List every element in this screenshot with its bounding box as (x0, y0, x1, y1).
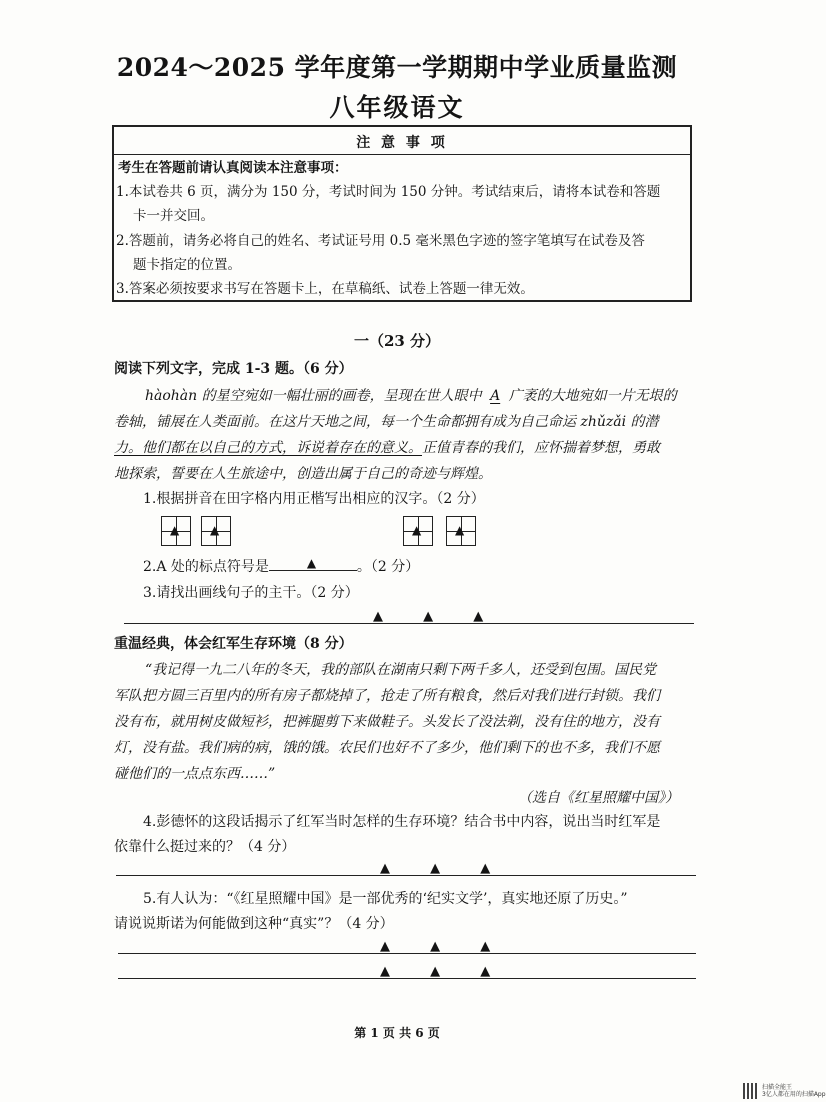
reading-line-1-a: hàohàn 的星空宛如一幅壮丽的画卷，呈现在世人眼中 (145, 388, 482, 404)
answer-marks-q4: ▲ ▲ ▲ (380, 861, 509, 876)
reading-line-3-rest: 正值青春的我们，应怀揣着梦想，勇敢 (422, 440, 660, 456)
answer-mark: ▲ (210, 523, 220, 537)
mark-a: A (490, 388, 501, 404)
answer-marks-q5b: ▲ ▲ ▲ (380, 964, 509, 979)
exam-subject: 八年级语文 (329, 93, 465, 122)
quote-line-3: 没有布，就用树皮做短衫，把裤腿剪下来做鞋子。头发长了没法剃，没有住的地方，没有 (114, 714, 660, 730)
notice-box (112, 125, 692, 302)
watermark-sub: 3亿人都在用的扫描App (762, 1091, 826, 1098)
reading-line-1 (145, 385, 677, 405)
answer-mark: ▲ (306, 556, 317, 570)
reading-line-2: 卷轴，铺展在人类面前。在这片天地之间，每一个生命都拥有成为自己命运 zhǔzǎi 的潜 (114, 414, 659, 430)
notice-item-2: 2.答题前，请务必将自己的姓名、考试证号用 0.5 毫米黑色字迹的签字笔填写在试卷及答 (116, 233, 645, 249)
question-5-cont: 请说说斯诺为何能做到这种“真实”？（4 分） (114, 916, 394, 932)
tianzige-box-2[interactable] (201, 516, 231, 546)
answer-marks-q5a: ▲ ▲ ▲ (380, 939, 509, 954)
notice-divider (114, 154, 690, 155)
tianzige-box-3[interactable] (403, 516, 433, 546)
exam-title: 2024～2025 学年度第一学期期中学业质量监测 (116, 53, 678, 82)
reading-line-1-b: 广袤的大地宛如一片无垠的 (508, 388, 677, 404)
section-1-title: 一（23 分） (353, 332, 441, 350)
notice-item-3: 3.答案必须按要求书写在答题卡上，在草稿纸、试卷上答题一律无效。 (116, 281, 534, 297)
answer-line-q5b[interactable] (118, 978, 696, 979)
question-4: 4.彭德怀的这段话揭示了红军当时怎样的生存环境？结合书中内容，说出当时红军是 (143, 814, 661, 830)
question-1: 1.根据拼音在田字格内用正楷写出相应的汉字。（2 分） (143, 491, 485, 507)
reading-line-3 (114, 437, 660, 457)
answer-mark: ▲ (412, 523, 422, 537)
quote-line-4: 灯，没有盐。我们病的病，饿的饿。农民们也好不了多少，他们剩下的也不多，我们不愿 (114, 740, 660, 756)
tianzige-box-4[interactable] (446, 516, 476, 546)
quote-source: （选自《红星照耀中国》） (518, 790, 679, 806)
question-2-blank[interactable] (269, 556, 357, 571)
classic-instruction: 重温经典，体会红军生存环境（8 分） (114, 636, 353, 652)
notice-item-1-cont: 卡一并交回。 (133, 208, 214, 224)
question-3: 3.请找出画线句子的主干。（2 分） (143, 585, 359, 601)
reading-line-4: 地探索，誓要在人生旅途中，创造出属于自己的奇迹与辉煌。 (114, 466, 492, 482)
notice-item-1: 1.本试卷共 6 页，满分为 150 分，考试时间为 150 分钟。考试结束后，请将本试卷和答题 (116, 184, 661, 200)
tianzige-box-1[interactable] (161, 516, 191, 546)
question-5: 5.有人认为：“《红星照耀中国》是一部优秀的‘纪实文学’，真实地还原了历史。” (143, 891, 628, 907)
answer-line-q4[interactable] (116, 875, 696, 876)
answer-mark: ▲ (455, 523, 465, 537)
scanner-watermark (762, 1084, 826, 1098)
quote-line-5: 碰他们的一点点东西……” (114, 766, 276, 782)
notice-heading: 注 意 事 项 (356, 135, 448, 151)
reading-instruction: 阅读下列文字，完成 1-3 题。（6 分） (114, 361, 353, 377)
answer-marks-q3: ▲ ▲ ▲ (373, 609, 502, 624)
question-2-suffix: 。（2 分） (356, 559, 420, 575)
notice-item-2-cont: 题卡指定的位置。 (133, 257, 241, 273)
answer-line-q3[interactable] (124, 623, 694, 624)
underlined-sentence: 力。他们都在以自己的方式，诉说着存在的意义。 (114, 440, 422, 456)
answer-line-q5a[interactable] (118, 953, 696, 954)
qr-code-icon (743, 1083, 759, 1099)
question-2 (143, 556, 419, 576)
answer-mark: ▲ (170, 523, 180, 537)
page-number: 第 1 页 共 6 页 (354, 1026, 440, 1040)
watermark-name: 扫描全能王 (762, 1084, 793, 1091)
notice-intro: 考生在答题前请认真阅读本注意事项： (118, 160, 348, 176)
quote-line-2: 军队把方圆三百里内的所有房子都烧掉了，抢走了所有粮食，然后对我们进行封锁。我们 (114, 688, 660, 704)
quote-line-1: “我记得一九二八年的冬天，我的部队在湖南只剩下两千多人，还受到包围。国民党 (145, 662, 657, 678)
question-4-cont: 依靠什么挺过来的？（4 分） (114, 839, 296, 855)
question-2-prefix: 2.A 处的标点符号是 (143, 559, 269, 575)
